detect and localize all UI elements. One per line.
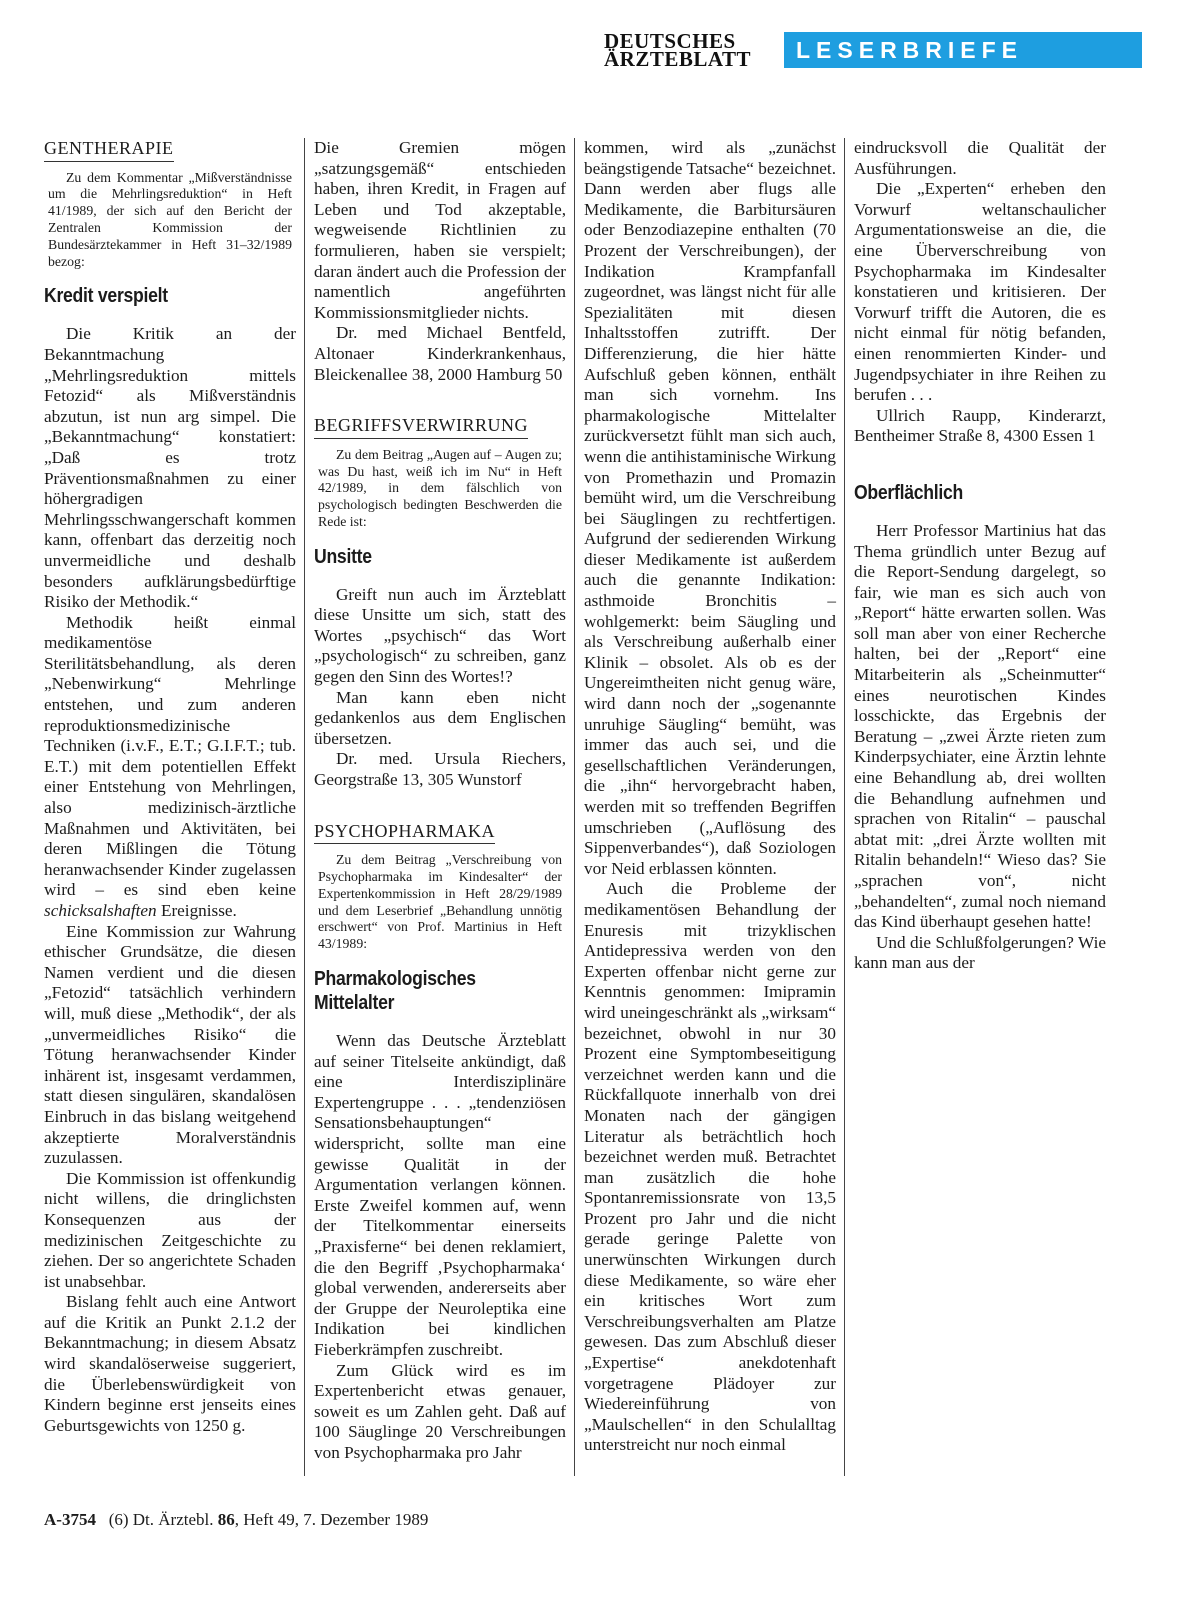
journal-ref: (6) Dt. Ärztebl. (108, 1510, 214, 1529)
signature: Ullrich Raupp, Kinderarzt, Bentheimer Straße 8, 4300 Essen 1 (854, 405, 1106, 446)
paragraph-continued: Bislang fehlt auch eine Antwort auf die Kritik an Punkt 2.1.2 der Bekanntmachung; in diesem Absatz wird skandalöserweise suggeriert, die Überlebenswürdigkeit von Kindern beginne erst jenseits eines Geburtsgewichts von 1250 g. (44, 1292, 296, 1435)
column-divider (574, 138, 575, 1476)
paragraph: Zum Glück wird es im Expertenbericht etwas genauer, soweit es um Zahlen geht. Daß auf 100 Säuglinge 20 Verschreibungen von Psychopharmaka pro Jahr (314, 1360, 566, 1462)
letter-intro: Zu dem Kommentar „Mißverständnisse um die Mehrlingsreduktion“ in Heft 41/1989, der sich auf den Bericht der Zentralen Kommission der Bundesärztekammer in Heft 31–32/1989 bezog: (48, 169, 292, 269)
signature: Dr. med Michael Bentfeld, Altonaer Kinderkrankenhaus, Bleickenallee 38, 2000 Hamburg 50 (314, 323, 566, 384)
journal-logo (604, 29, 751, 71)
column-2-flow (314, 138, 566, 1463)
paragraph: Auch die Probleme der medikamentösen Behandlung der Enuresis mit trizyklischen Antidepressiva werden von den Experten offenbar nicht gerne zur Kenntnis genommen: Imipramin wird uneingeschränkt als „wirksam“ bezeichnet, obwohl in nur 30 Prozent eine Symptombeseitigung verzeichnet werden kann und die Rückfallquote innerhalb von drei Monaten nach der gängigen Literatur als beträchtlich hoch bezeichnet werden muß. Betrachtet man zusätzlich die hohe Spontanremissionsrate von 13,5 Prozent pro Jahr und die nicht gerade geringe Palette von unerwünschten Wirkungen durch diese Medikamente, so wäre eher ein kritisches Wort zum Verschreibungsverhalten am Platze gewesen. Das zum Abschluß dieser „Expertise“ anekdotenhaft vorgetragene Plädoyer zur Wiedereinführung von „Maulschellen“ in den Schulalltag unterstreicht nur noch einmal (584, 879, 836, 1455)
column-4 (854, 138, 1106, 974)
paragraph: Methodik heißt einmal medikamentöse Sterilitätsbehandlung, als deren „Nebenwirkung“ Mehrlinge entstehen, und zum anderen reproduktionsmedizinische Techniken (i.v.F., E.T.; G.I.F.T.; tub. E.T.) mit dem potentiellen Effekt einer Entstehung von Mehrlingen, also medizinisch-ärztliche Maßnahmen und Aktivitäten, bei deren Mißlingen die Tötung heranwachsender Kinder zugelassen wird – es sind eben keine schicksalshaften Ereignisse. (44, 612, 296, 920)
volume-number: 86 (217, 1510, 235, 1529)
column-3 (584, 138, 836, 1456)
column-2 (314, 138, 566, 1463)
rubric-psychopharmaka: PSYCHOPHARMAKA (314, 821, 495, 845)
masthead (604, 30, 1144, 72)
paragraph: Die Gremien mögen „satzungsgemäß“ entschieden haben, ihren Kredit, in Fragen auf Leben und Tod akzeptable, wegweisende Richtlinien zu formulieren, haben sie verspielt; daran ändert auch die Profession der namentlich angeführten Kommissionsmitglieder nichts. (314, 138, 566, 322)
letter-headline: Unsitte (314, 545, 372, 568)
letter-headline: Pharmakologisches Mittelalter (314, 968, 476, 1015)
paragraph-continued: eindrucksvoll die Qualität der Ausführungen. (854, 138, 1106, 178)
paragraph-continued: kommen, wird als „zunächst beängstigende Tatsache“ bezeichnet. Dann werden aber flugs alle Medikamente, die Barbitursäuren oder Benzodiazepine enthalten (70 Prozent der Verschreibungen), der Indikation Krampfanfall zugeordnet, was längst nicht für alle Spezialitäten mit diesen Inhaltsstoffen zutrifft. Der Differenzierung, die hier hätte Aufschluß geben können, enthält man sich vornehm. Ins pharmakologische Mittelalter zurückversetzt fühlt man sich auch, wenn die antihistaminische Wirkung von Promethazin und Promazin bemüht wird, um die Verschreibung bei Säuglingen zu rechtfertigen. Aufgrund der sedierenden Wirkung dieser Medikamente ist außerdem auch die genannte Indikation: asthmoide Bronchitis – wohlgemerkt: beim Säugling und als Verschreibung außerhalb einer Klinik – obsolet. Als ob es der Ungereimtheiten nicht genug wäre, wird dann noch der „sogenannte unruhige Säugling“ bemüht, was immer das auch sei, und die gesellschaftlichen Veränderungen, die „ihn“ hervorgebracht haben, werden mit so treffenden Begriffen umschrieben („Auflösung des Sippenverbandes“), daß Soziologen vor Neid erblassen könnten. (584, 138, 836, 878)
column-divider (844, 138, 845, 1476)
column-divider (304, 138, 305, 1476)
issue-date: , Heft 49, 7. Dezember 1989 (234, 1510, 429, 1529)
paragraph: Die Kritik an der Bekanntmachung „Mehrlingsreduktion mittels Fetozid“ als Mißverständnis abzutun, ist nun arg simpel. Die „Bekanntmachung“ konstatiert: „Daß es trotz Präventionsmaßnahmen zu einer höhergradigen Mehrlingsschwangerschaft kommen kann, offenbart das derzeitig noch unvermeidliche und deshalb besonders aufklärungsbedürftige Risiko der Methodik.“ (44, 324, 296, 612)
page-number: A-3754 (44, 1510, 96, 1529)
paragraph: Man kann eben nicht gedankenlos aus dem Englischen übersetzen. (314, 687, 566, 748)
logo-line-1: DEUTSCHES (604, 29, 736, 53)
paragraph: Greift nun auch im Ärzteblatt diese Unsitte um sich, statt des Wortes „psychisch“ das Wort „psychologisch“ zu schreiben, ganz gegen den Sinn des Wortes!? (314, 584, 566, 687)
paragraph: Und die Schlußfolgerungen? Wie kann man aus der (854, 932, 1106, 973)
paragraph: Die Kommission ist offenkundig nicht willens, die dringlichsten Konsequenzen aus der medizinischen Zeitgeschichte zu ziehen. Der so angerichtete Schaden ist unabsehbar. (44, 1168, 296, 1291)
paragraph: Wenn das Deutsche Ärzteblatt auf seiner Titelseite ankündigt, daß eine Interdisziplinäre Expertengruppe . . . „tendenziösen Sensationsbehauptungen“ widerspricht, sollte man eine gewisse Qualität in der Argumentation verlangen können. Erste Zweifel kommen auf, wenn der Titelkommentar einerseits „Praxisferne“ bei denen reklamiert, die den Begriff ‚Psychopharmaka‘ global verwenden, andererseits aber der Gruppe der Neuroleptika eine Indikation bei kindlichen Fieberkrämpfen zuschreibt. (314, 1031, 566, 1359)
letter-intro: Zu dem Beitrag „Verschreibung von Psychopharmaka im Kindesalter“ der Expertenkommission in Heft 28/29/1989 und dem Leserbrief „Behandlung unnötig erschwert“ von Prof. Martinius in Heft 43/1989: (318, 852, 562, 952)
rubric-begriffsverwirrung: BEGRIFFSVERWIRRUNG (314, 415, 528, 439)
letter-intro: Zu dem Beitrag „Augen auf – Augen zu; was Du hast, weiß ich im Nu“ in Heft 42/1989, in dem fälschlich von psychologisch bedingten Beschwerden die Rede ist: (318, 446, 562, 529)
rubric-gentherapie: GENTHERAPIE (44, 138, 174, 162)
paragraph: Eine Kommission zur Wahrung ethischer Grundsätze, die diesen Namen verdient und die diesen „Fetozid“ tatsächlich verhindern will, muß diese „Methodik“, der als „unvermeidliches Risiko“ die Tötung heranwachsender Kinder inhärent ist, insgesamt verdammen, statt diesen singulären, skandalösen Einbruch in das bislang weitgehend akzeptierte Moralverständnis zuzulassen. (44, 921, 296, 1168)
letter-headline: Kredit verspielt (44, 285, 168, 308)
paragraph: Die „Experten“ erheben den Vorwurf weltanschaulicher Argumentationsweise an die, die eine Überverschreibung von Psychopharmaka im Kindesalter konstatieren und kritisieren. Der Vorwurf trifft die Autoren, die es nicht einmal für nötig befanden, einen renommierten Kinder- und Jugendpsychiater in ihre Reihen zu berufen . . . (854, 179, 1106, 405)
column-4-flow (854, 138, 1106, 974)
column-3-flow (584, 138, 836, 1456)
paragraph: Herr Professor Martinius hat das Thema gründlich unter Bezug auf die Report-Sendung dargelegt, so fair, wie man es sich auch von „Report“ hätte erwarten sollen. Was soll man aber von einer Recherche halten, bei der „Report“ eine Mitarbeiterin als „Scheinmutter“ eines neurotischen Kindes losschickte, das Ergebnis der Beratung – „zwei Ärzte rieten zum Kinderpsychiater, eine Ärztin lehnte eine Behandlung ab, drei wollten die Behandlung aufnehmen und sprachen von Ritalin“ – pauschal abtat mit: „drei Ärzte wollten mit Ritalin behandeln!“ Wieso das? Sie „sprachen von“, nicht „behandelten“, zumal noch niemand das Kind überhaupt gesehen hatte! (854, 520, 1106, 932)
section-title: LESERBRIEFE (784, 32, 1142, 68)
logo-line-2: ÄRZTEBLATT (604, 47, 751, 71)
page-footer (44, 1510, 428, 1530)
emphasis: schicksalshaften (44, 901, 157, 920)
letter-headline: Oberflächlich (854, 481, 964, 504)
signature: Dr. med. Ursula Riechers, Georgstraße 13, 305 Wunstorf (314, 749, 566, 790)
column-1 (44, 138, 296, 1436)
